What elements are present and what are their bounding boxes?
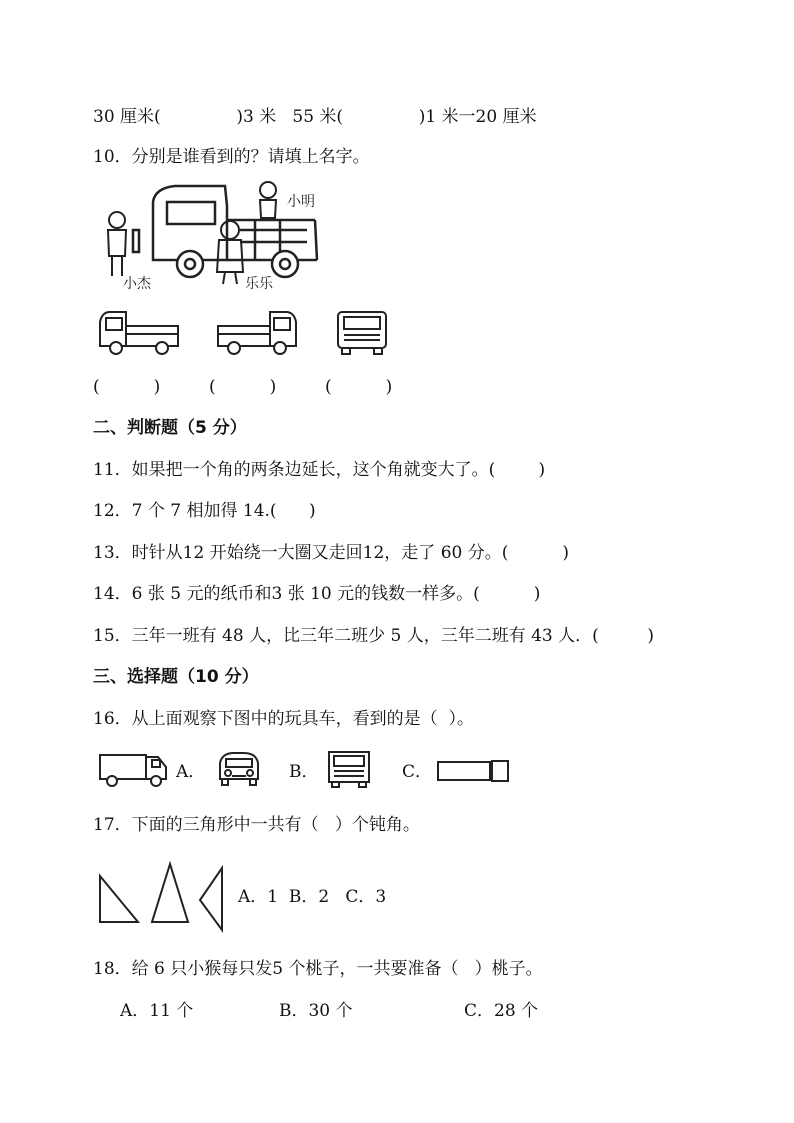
q16-option-c-top-icon: [436, 756, 514, 786]
q16-option-a[interactable]: A．: [176, 762, 206, 782]
q18-option-c[interactable]: C．28 个: [464, 1001, 539, 1021]
q16-option-b-front-icon: [326, 749, 372, 789]
triangle-acute-icon: [152, 864, 188, 922]
triangle-right-angle-icon: [100, 876, 138, 922]
truck-side-view-right: [214, 308, 300, 356]
q17-options[interactable]: A．1 B．2 C．3: [238, 887, 387, 907]
judge-question-13: 13．时针从12 开始绕一大圈又走回12，走了 60 分。( ): [93, 543, 570, 563]
child-top-icon: [260, 182, 276, 218]
q9-comparison-line: 30 厘米( )3 米 55 米( )1 米一20 厘米: [93, 107, 537, 127]
label-lele: 乐乐: [245, 276, 273, 292]
q18-option-a[interactable]: A．11 个: [120, 1001, 194, 1021]
q17-triangles: [96, 862, 236, 932]
judge-question-15: 15．三年一班有 48 人，比三年二班少 5 人，三年二班有 43 人．( ): [93, 626, 655, 646]
q16-toy-truck-side-icon: [98, 749, 170, 789]
label-xiaojie: 小杰: [123, 276, 151, 292]
label-xiaoming: 小明: [287, 194, 315, 210]
judge-question-14: 14．6 张 5 元的纸币和3 张 10 元的钱数一样多。( ): [93, 584, 541, 604]
q16-option-c[interactable]: C．: [402, 762, 433, 782]
child-front-icon: [217, 221, 243, 284]
truck-side-view-left: [96, 308, 182, 356]
q16-option-b[interactable]: B．: [289, 762, 319, 782]
truck-front-view: [334, 308, 390, 356]
section-heading-judgement: 二、判断题（5 分）: [93, 418, 247, 438]
q10-blank-3[interactable]: ( ): [325, 377, 393, 397]
q10-blank-2[interactable]: ( ): [209, 377, 277, 397]
q17-question: 17．下面的三角形中一共有（ ）个钝角。: [93, 815, 420, 835]
section-heading-choice: 三、选择题（10 分）: [93, 667, 259, 687]
q10-truck-scene: [95, 180, 335, 290]
q10-question: 10．分别是谁看到的？请填上名字。: [93, 147, 370, 167]
q18-question: 18．给 6 只小猴每只发5 个桃子，一共要准备（ ）桃子。: [93, 959, 543, 979]
child-left-icon: [108, 212, 126, 276]
q18-option-b[interactable]: B．30 个: [279, 1001, 353, 1021]
judge-question-12: 12．7 个 7 相加得 14.( ): [93, 501, 316, 521]
q10-blank-1[interactable]: ( ): [93, 377, 161, 397]
judge-question-11: 11．如果把一个角的两条边延长，这个角就变大了。( ): [93, 460, 546, 480]
q16-option-a-front-icon: [212, 749, 266, 789]
q16-question: 16．从上面观察下图中的玩具车，看到的是（ ）。: [93, 709, 474, 729]
triangle-obtuse-icon: [200, 868, 222, 930]
